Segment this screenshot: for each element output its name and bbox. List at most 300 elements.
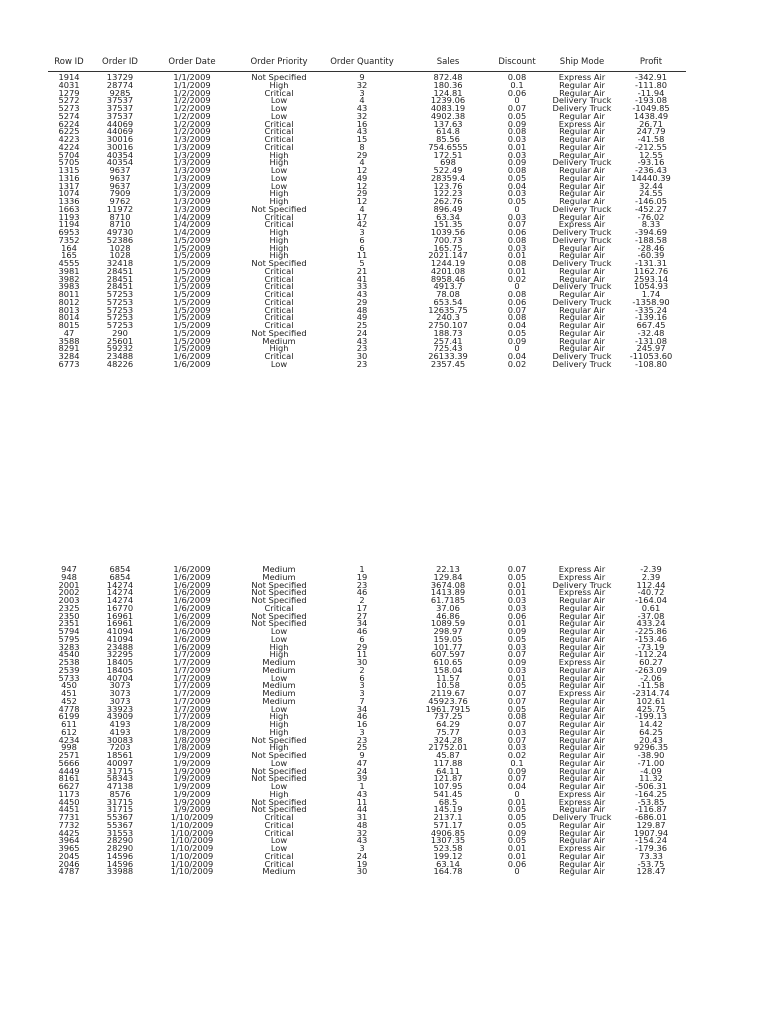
cell-profit: -32.48 bbox=[637, 327, 665, 338]
cell-order-quantity: 32 bbox=[356, 79, 368, 90]
cell-order-date: 1/5/2009 bbox=[173, 273, 211, 284]
cell-profit: -76.02 bbox=[637, 211, 665, 222]
cell-order-date: 1/5/2009 bbox=[173, 258, 211, 268]
cell-row-id: 8015 bbox=[58, 320, 80, 330]
cell-order-date: 1/7/2009 bbox=[173, 672, 211, 683]
cell-order-date: 1/6/2009 bbox=[173, 633, 211, 644]
cell-order-quantity: 6 bbox=[359, 672, 365, 683]
cell-sales: 1039.56 bbox=[430, 227, 466, 237]
cell-order-priority: High bbox=[269, 234, 289, 245]
cell-ship-mode: Regular Air bbox=[559, 672, 605, 683]
cell-ship-mode: Regular Air bbox=[559, 773, 605, 784]
cell-sales: 2021.147 bbox=[428, 250, 468, 261]
cell-order-id: 28451 bbox=[106, 281, 134, 292]
cell-order-date: 1/6/2009 bbox=[173, 595, 211, 605]
cell-row-id: 947 bbox=[61, 564, 77, 574]
cell-profit: -686.01 bbox=[634, 812, 668, 822]
cell-sales: 10.58 bbox=[436, 680, 460, 691]
cell-sales: 522.49 bbox=[433, 165, 463, 175]
cell-discount: 0.03 bbox=[507, 134, 527, 144]
cell-order-id: 31715 bbox=[106, 765, 134, 776]
cell-order-quantity: 15 bbox=[356, 134, 368, 144]
cell-order-date: 1/5/2009 bbox=[173, 320, 211, 330]
cell-order-id: 57253 bbox=[106, 312, 134, 323]
cell-order-quantity: 6 bbox=[359, 633, 365, 644]
cell-sales: 22.13 bbox=[436, 564, 460, 574]
cell-order-id: 44069 bbox=[106, 126, 134, 137]
cell-sales: 4913.7 bbox=[433, 281, 463, 292]
cell-row-id: 4540 bbox=[58, 649, 80, 660]
cell-order-priority: Low bbox=[270, 180, 288, 191]
cell-row-id: 8291 bbox=[58, 343, 80, 354]
cell-order-priority: Medium bbox=[262, 866, 296, 877]
cell-sales: 46.86 bbox=[436, 610, 460, 621]
cell-discount: 0.07 bbox=[507, 734, 527, 745]
cell-order-priority: Not Specified bbox=[251, 327, 307, 338]
cell-order-id: 14596 bbox=[106, 858, 134, 869]
cell-order-quantity: 24 bbox=[356, 765, 368, 776]
cell-ship-mode: Regular Air bbox=[559, 641, 605, 652]
cell-row-id: 2001 bbox=[58, 579, 80, 590]
cell-order-id: 18405 bbox=[106, 657, 134, 667]
cell-order-priority: Medium bbox=[262, 695, 296, 706]
cell-profit: -131.08 bbox=[634, 335, 668, 346]
cell-order-id: 9762 bbox=[109, 196, 131, 206]
cell-order-date: 1/6/2009 bbox=[173, 571, 211, 582]
cell-order-quantity: 3 bbox=[359, 843, 365, 853]
cell-discount: 0.1 bbox=[510, 79, 524, 90]
cell-order-quantity: 16 bbox=[356, 118, 368, 129]
cell-order-id: 23488 bbox=[106, 351, 134, 361]
cell-order-id: 9637 bbox=[109, 180, 131, 191]
cell-row-id: 611 bbox=[61, 719, 77, 729]
cell-sales: 165.75 bbox=[433, 242, 463, 253]
cell-discount: 0.02 bbox=[507, 273, 527, 284]
cell-order-date: 1/5/2009 bbox=[173, 289, 211, 299]
cell-discount: 0.03 bbox=[507, 149, 527, 160]
cell-order-quantity: 2 bbox=[359, 595, 365, 605]
cell-row-id: 1317 bbox=[58, 180, 80, 191]
cell-sales: 37.06 bbox=[436, 602, 460, 613]
cell-order-id: 32295 bbox=[106, 649, 134, 660]
cell-order-id: 28774 bbox=[106, 79, 134, 90]
cell-row-id: 4425 bbox=[58, 827, 80, 838]
column-header-order-date: Order Date bbox=[168, 57, 216, 67]
cell-order-date: 1/3/2009 bbox=[173, 180, 211, 191]
cell-order-id: 9285 bbox=[109, 87, 131, 98]
cell-row-id: 5666 bbox=[58, 757, 80, 768]
cell-order-quantity: 3 bbox=[359, 680, 365, 691]
cell-order-quantity: 17 bbox=[356, 211, 368, 222]
cell-row-id: 3283 bbox=[58, 641, 80, 652]
cell-discount: 0.05 bbox=[507, 327, 527, 338]
cell-row-id: 2571 bbox=[58, 750, 80, 760]
cell-order-priority: Not Specified bbox=[251, 595, 307, 605]
cell-order-quantity: 32 bbox=[356, 110, 368, 121]
cell-order-id: 41094 bbox=[106, 626, 134, 636]
cell-sales: 4902.38 bbox=[430, 110, 466, 121]
cell-profit: 14440.39 bbox=[631, 172, 671, 183]
cell-sales: 725.43 bbox=[433, 343, 463, 354]
cell-order-quantity: 9 bbox=[359, 750, 365, 760]
cell-order-quantity: 16 bbox=[356, 719, 368, 729]
cell-order-date: 1/10/2009 bbox=[170, 866, 214, 877]
cell-order-id: 8576 bbox=[109, 788, 131, 799]
cell-order-quantity: 43 bbox=[356, 335, 368, 346]
column-header-order-priority: Order Priority bbox=[250, 57, 308, 67]
cell-sales: 1961.7915 bbox=[425, 703, 471, 714]
cell-order-quantity: 27 bbox=[356, 610, 368, 621]
cell-sales: 199.12 bbox=[433, 850, 463, 861]
cell-sales: 121.87 bbox=[433, 773, 463, 784]
cell-sales: 4201.08 bbox=[430, 265, 466, 276]
cell-profit: 1.74 bbox=[641, 289, 661, 299]
cell-order-id: 7203 bbox=[109, 742, 131, 753]
cell-row-id: 2045 bbox=[58, 850, 80, 861]
cell-order-date: 1/9/2009 bbox=[173, 788, 211, 799]
cell-ship-mode: Regular Air bbox=[559, 87, 605, 98]
cell-discount: 0 bbox=[514, 343, 520, 354]
cell-profit: 0.61 bbox=[641, 602, 661, 613]
cell-profit: 425.75 bbox=[636, 703, 666, 714]
cell-order-priority: Critical bbox=[264, 87, 294, 98]
cell-ship-mode: Regular Air bbox=[559, 711, 605, 722]
cell-order-priority: Critical bbox=[264, 827, 294, 838]
cell-sales: 124.81 bbox=[433, 87, 463, 98]
cell-sales: 129.84 bbox=[433, 571, 463, 582]
cell-discount: 0.07 bbox=[507, 304, 527, 315]
cell-discount: 0.05 bbox=[507, 819, 527, 830]
cell-discount: 0.01 bbox=[507, 843, 527, 853]
cell-profit: -108.80 bbox=[634, 358, 668, 369]
cell-sales: 2119.67 bbox=[430, 688, 466, 698]
cell-discount: 0.01 bbox=[507, 850, 527, 861]
cell-order-priority: Low bbox=[270, 95, 288, 106]
cell-sales: 700.73 bbox=[433, 234, 463, 245]
cell-ship-mode: Express Air bbox=[558, 843, 606, 853]
cell-order-date: 1/3/2009 bbox=[173, 157, 211, 168]
cell-order-id: 33923 bbox=[106, 703, 134, 714]
cell-order-quantity: 29 bbox=[356, 641, 368, 652]
cell-order-date: 1/7/2009 bbox=[173, 703, 211, 714]
cell-row-id: 2325 bbox=[58, 602, 80, 613]
cell-discount: 0.07 bbox=[507, 219, 527, 230]
cell-order-date: 1/6/2009 bbox=[173, 602, 211, 613]
cell-order-date: 1/10/2009 bbox=[170, 858, 214, 869]
cell-ship-mode: Delivery Truck bbox=[552, 227, 612, 237]
cell-order-id: 44069 bbox=[106, 118, 134, 129]
cell-order-date: 1/6/2009 bbox=[173, 610, 211, 621]
cell-sales: 180.36 bbox=[433, 79, 463, 90]
cell-order-priority: Low bbox=[270, 626, 288, 636]
cell-order-date: 1/8/2009 bbox=[173, 742, 211, 753]
cell-ship-mode: Delivery Truck bbox=[552, 358, 612, 369]
cell-discount: 0.06 bbox=[507, 296, 527, 307]
cell-order-quantity: 2 bbox=[359, 664, 365, 675]
cell-profit: -2.06 bbox=[640, 672, 662, 683]
cell-ship-mode: Express Air bbox=[558, 788, 606, 799]
cell-profit: 60.27 bbox=[639, 657, 663, 667]
cell-order-date: 1/9/2009 bbox=[173, 765, 211, 776]
cell-profit: 11.32 bbox=[639, 773, 663, 784]
cell-order-quantity: 1 bbox=[359, 564, 365, 574]
cell-order-priority: Critical bbox=[264, 126, 294, 137]
cell-order-quantity: 9 bbox=[359, 72, 365, 82]
cell-sales: 117.88 bbox=[433, 757, 463, 768]
cell-ship-mode: Regular Air bbox=[559, 180, 605, 191]
cell-order-quantity: 12 bbox=[356, 180, 368, 191]
cell-sales: 75.77 bbox=[436, 726, 460, 737]
cell-order-quantity: 12 bbox=[356, 196, 368, 206]
table-row bbox=[0, 360, 768, 368]
cell-order-date: 1/3/2009 bbox=[173, 141, 211, 152]
cell-ship-mode: Express Air bbox=[558, 72, 606, 82]
cell-profit: 1907.94 bbox=[633, 827, 669, 838]
cell-order-date: 1/5/2009 bbox=[173, 312, 211, 323]
cell-order-priority: High bbox=[269, 188, 289, 199]
cell-order-date: 1/6/2009 bbox=[173, 618, 211, 629]
cell-order-id: 30016 bbox=[106, 134, 134, 144]
cell-profit: -73.19 bbox=[637, 641, 665, 652]
cell-row-id: 5794 bbox=[58, 626, 80, 636]
cell-row-id: 4234 bbox=[58, 734, 80, 745]
cell-order-quantity: 43 bbox=[356, 126, 368, 137]
cell-order-date: 1/6/2009 bbox=[173, 587, 211, 598]
cell-profit: -28.46 bbox=[637, 242, 665, 253]
cell-ship-mode: Regular Air bbox=[559, 765, 605, 776]
cell-discount: 0.03 bbox=[507, 726, 527, 737]
cell-ship-mode: Regular Air bbox=[559, 719, 605, 729]
cell-ship-mode: Delivery Truck bbox=[552, 203, 612, 214]
cell-profit: -212.55 bbox=[634, 141, 668, 152]
cell-profit: 9296.35 bbox=[633, 742, 669, 753]
cell-discount: 0.09 bbox=[507, 827, 527, 838]
cell-order-id: 40354 bbox=[106, 157, 134, 168]
cell-row-id: 2046 bbox=[58, 858, 80, 869]
cell-sales: 298.97 bbox=[433, 626, 463, 636]
cell-discount: 0.07 bbox=[507, 773, 527, 784]
cell-order-date: 1/3/2009 bbox=[173, 134, 211, 144]
cell-order-date: 1/6/2009 bbox=[173, 626, 211, 636]
cell-order-id: 8710 bbox=[109, 219, 131, 230]
cell-order-quantity: 4 bbox=[359, 95, 365, 106]
cell-order-priority: Not Specified bbox=[251, 618, 307, 629]
cell-ship-mode: Regular Air bbox=[559, 343, 605, 354]
cell-order-id: 28290 bbox=[106, 843, 134, 853]
cell-row-id: 452 bbox=[61, 695, 77, 706]
cell-order-id: 23488 bbox=[106, 641, 134, 652]
cell-sales: 1244.19 bbox=[430, 258, 466, 268]
cell-profit: -53.75 bbox=[637, 858, 665, 869]
cell-order-id: 4193 bbox=[109, 726, 131, 737]
cell-row-id: 450 bbox=[61, 680, 77, 691]
table-row bbox=[0, 866, 768, 877]
cell-order-priority: Critical bbox=[264, 134, 294, 144]
cell-sales: 158.04 bbox=[433, 664, 463, 675]
cell-row-id: 3981 bbox=[58, 265, 80, 276]
cell-sales: 257.41 bbox=[433, 335, 463, 346]
cell-row-id: 2002 bbox=[58, 587, 80, 598]
cell-order-quantity: 30 bbox=[356, 657, 368, 667]
cell-discount: 0.08 bbox=[507, 711, 527, 722]
cell-order-id: 3073 bbox=[109, 680, 131, 691]
cell-order-date: 1/8/2009 bbox=[173, 726, 211, 737]
cell-order-date: 1/1/2009 bbox=[173, 79, 211, 90]
cell-order-quantity: 7 bbox=[359, 695, 365, 706]
cell-order-id: 37537 bbox=[106, 110, 134, 121]
cell-ship-mode: Regular Air bbox=[559, 664, 605, 675]
cell-order-date: 1/10/2009 bbox=[170, 843, 214, 853]
cell-row-id: 5272 bbox=[58, 95, 80, 106]
cell-ship-mode: Express Air bbox=[558, 688, 606, 698]
cell-ship-mode: Regular Air bbox=[559, 610, 605, 621]
cell-order-priority: High bbox=[269, 343, 289, 354]
cell-order-priority: Low bbox=[270, 172, 288, 183]
cell-row-id: 4449 bbox=[58, 765, 80, 776]
cell-order-id: 290 bbox=[112, 327, 128, 338]
cell-sales: 262.76 bbox=[433, 196, 463, 206]
cell-profit: 2593.14 bbox=[633, 273, 669, 284]
cell-profit: 73.33 bbox=[639, 850, 663, 861]
cell-order-id: 41094 bbox=[106, 633, 134, 644]
cell-order-date: 1/5/2009 bbox=[173, 304, 211, 315]
cell-profit: -71.00 bbox=[637, 757, 665, 768]
cell-sales: 28359.4 bbox=[430, 172, 466, 183]
cell-profit: 112.44 bbox=[636, 579, 666, 590]
cell-order-id: 49730 bbox=[106, 227, 134, 237]
cell-order-id: 31715 bbox=[106, 796, 134, 807]
cell-ship-mode: Regular Air bbox=[559, 165, 605, 175]
cell-row-id: 3284 bbox=[58, 351, 80, 361]
cell-profit: 1438.49 bbox=[633, 110, 669, 121]
column-header-row-id: Row ID bbox=[54, 57, 84, 67]
cell-row-id: 5704 bbox=[58, 149, 80, 160]
cell-profit: -154.24 bbox=[634, 835, 668, 846]
cell-profit: 1162.76 bbox=[633, 265, 669, 276]
cell-ship-mode: Regular Air bbox=[559, 141, 605, 152]
cell-order-id: 28451 bbox=[106, 273, 134, 284]
cell-order-quantity: 25 bbox=[356, 320, 368, 330]
cell-order-id: 8710 bbox=[109, 211, 131, 222]
cell-order-date: 1/9/2009 bbox=[173, 750, 211, 760]
cell-order-priority: Critical bbox=[264, 850, 294, 861]
cell-ship-mode: Regular Air bbox=[559, 618, 605, 629]
cell-order-priority: Low bbox=[270, 843, 288, 853]
cell-order-quantity: 21 bbox=[356, 265, 368, 276]
cell-sales: 872.48 bbox=[433, 72, 463, 82]
cell-discount: 0 bbox=[514, 281, 520, 292]
cell-order-id: 57253 bbox=[106, 289, 134, 299]
cell-order-date: 1/3/2009 bbox=[173, 188, 211, 199]
cell-row-id: 3588 bbox=[58, 335, 80, 346]
cell-sales: 151.35 bbox=[433, 219, 463, 230]
cell-sales: 63.14 bbox=[436, 858, 460, 869]
cell-discount: 0.03 bbox=[507, 602, 527, 613]
cell-profit: -146.05 bbox=[634, 196, 668, 206]
cell-sales: 11.57 bbox=[436, 672, 460, 683]
cell-profit: -1358.90 bbox=[632, 296, 670, 307]
cell-sales: 4906.85 bbox=[430, 827, 466, 838]
cell-profit: -111.80 bbox=[634, 79, 668, 90]
cell-profit: 247.79 bbox=[636, 126, 666, 137]
cell-profit: -41.58 bbox=[637, 134, 665, 144]
cell-row-id: 1336 bbox=[58, 196, 80, 206]
cell-order-date: 1/10/2009 bbox=[170, 850, 214, 861]
cell-order-id: 6854 bbox=[109, 571, 131, 582]
cell-discount: 0.01 bbox=[507, 672, 527, 683]
cell-order-quantity: 43 bbox=[356, 289, 368, 299]
cell-sales: 78.08 bbox=[436, 289, 460, 299]
cell-order-date: 1/7/2009 bbox=[173, 657, 211, 667]
cell-order-quantity: 4 bbox=[359, 203, 365, 214]
cell-ship-mode: Regular Air bbox=[559, 79, 605, 90]
cell-discount: 0.03 bbox=[507, 742, 527, 753]
cell-discount: 0.08 bbox=[507, 312, 527, 323]
cell-profit: -2.39 bbox=[640, 564, 662, 574]
cell-order-id: 18561 bbox=[106, 750, 134, 760]
cell-profit: -335.24 bbox=[634, 304, 668, 315]
cell-row-id: 3964 bbox=[58, 835, 80, 846]
cell-discount: 0.07 bbox=[507, 564, 527, 574]
cell-sales: 137.63 bbox=[433, 118, 463, 129]
cell-order-date: 1/5/2009 bbox=[173, 335, 211, 346]
cell-order-id: 14596 bbox=[106, 850, 134, 861]
cell-ship-mode: Regular Air bbox=[559, 827, 605, 838]
cell-order-priority: High bbox=[269, 726, 289, 737]
cell-order-priority: High bbox=[269, 196, 289, 206]
cell-sales: 523.58 bbox=[433, 843, 463, 853]
cell-order-priority: Not Specified bbox=[251, 804, 307, 815]
cell-order-priority: Medium bbox=[262, 680, 296, 691]
cell-ship-mode: Regular Air bbox=[559, 172, 605, 183]
cell-order-priority: Critical bbox=[264, 312, 294, 323]
cell-discount: 0.05 bbox=[507, 804, 527, 815]
cell-order-id: 57253 bbox=[106, 320, 134, 330]
cell-profit: 26.71 bbox=[639, 118, 663, 129]
cell-discount: 0 bbox=[514, 203, 520, 214]
cell-order-priority: High bbox=[269, 250, 289, 261]
cell-order-date: 1/4/2009 bbox=[173, 211, 211, 222]
cell-order-priority: Low bbox=[270, 358, 288, 369]
cell-order-priority: Medium bbox=[262, 571, 296, 582]
cell-discount: 0.07 bbox=[507, 695, 527, 706]
cell-row-id: 2538 bbox=[58, 657, 80, 667]
cell-row-id: 3965 bbox=[58, 843, 80, 853]
cell-ship-mode: Delivery Truck bbox=[552, 579, 612, 590]
column-header-profit: Profit bbox=[639, 57, 663, 67]
cell-order-id: 37537 bbox=[106, 95, 134, 106]
cell-ship-mode: Regular Air bbox=[559, 265, 605, 276]
cell-profit: -188.58 bbox=[634, 234, 668, 245]
cell-row-id: 1316 bbox=[58, 172, 80, 183]
cell-row-id: 1074 bbox=[58, 188, 80, 199]
cell-order-priority: Low bbox=[270, 781, 288, 791]
cell-sales: 101.77 bbox=[433, 641, 463, 652]
cell-order-date: 1/6/2009 bbox=[173, 579, 211, 590]
cell-row-id: 7352 bbox=[58, 234, 80, 245]
cell-ship-mode: Regular Air bbox=[559, 734, 605, 745]
cell-order-date: 1/5/2009 bbox=[173, 250, 211, 261]
cell-discount: 0.08 bbox=[507, 165, 527, 175]
cell-order-priority: Medium bbox=[262, 657, 296, 667]
cell-order-priority: Not Specified bbox=[251, 773, 307, 784]
cell-order-priority: Low bbox=[270, 835, 288, 846]
cell-order-id: 1028 bbox=[109, 242, 131, 253]
cell-sales: 571.17 bbox=[433, 819, 463, 830]
cell-row-id: 948 bbox=[61, 571, 77, 582]
cell-order-date: 1/10/2009 bbox=[170, 835, 214, 846]
cell-discount: 0.02 bbox=[507, 750, 527, 760]
